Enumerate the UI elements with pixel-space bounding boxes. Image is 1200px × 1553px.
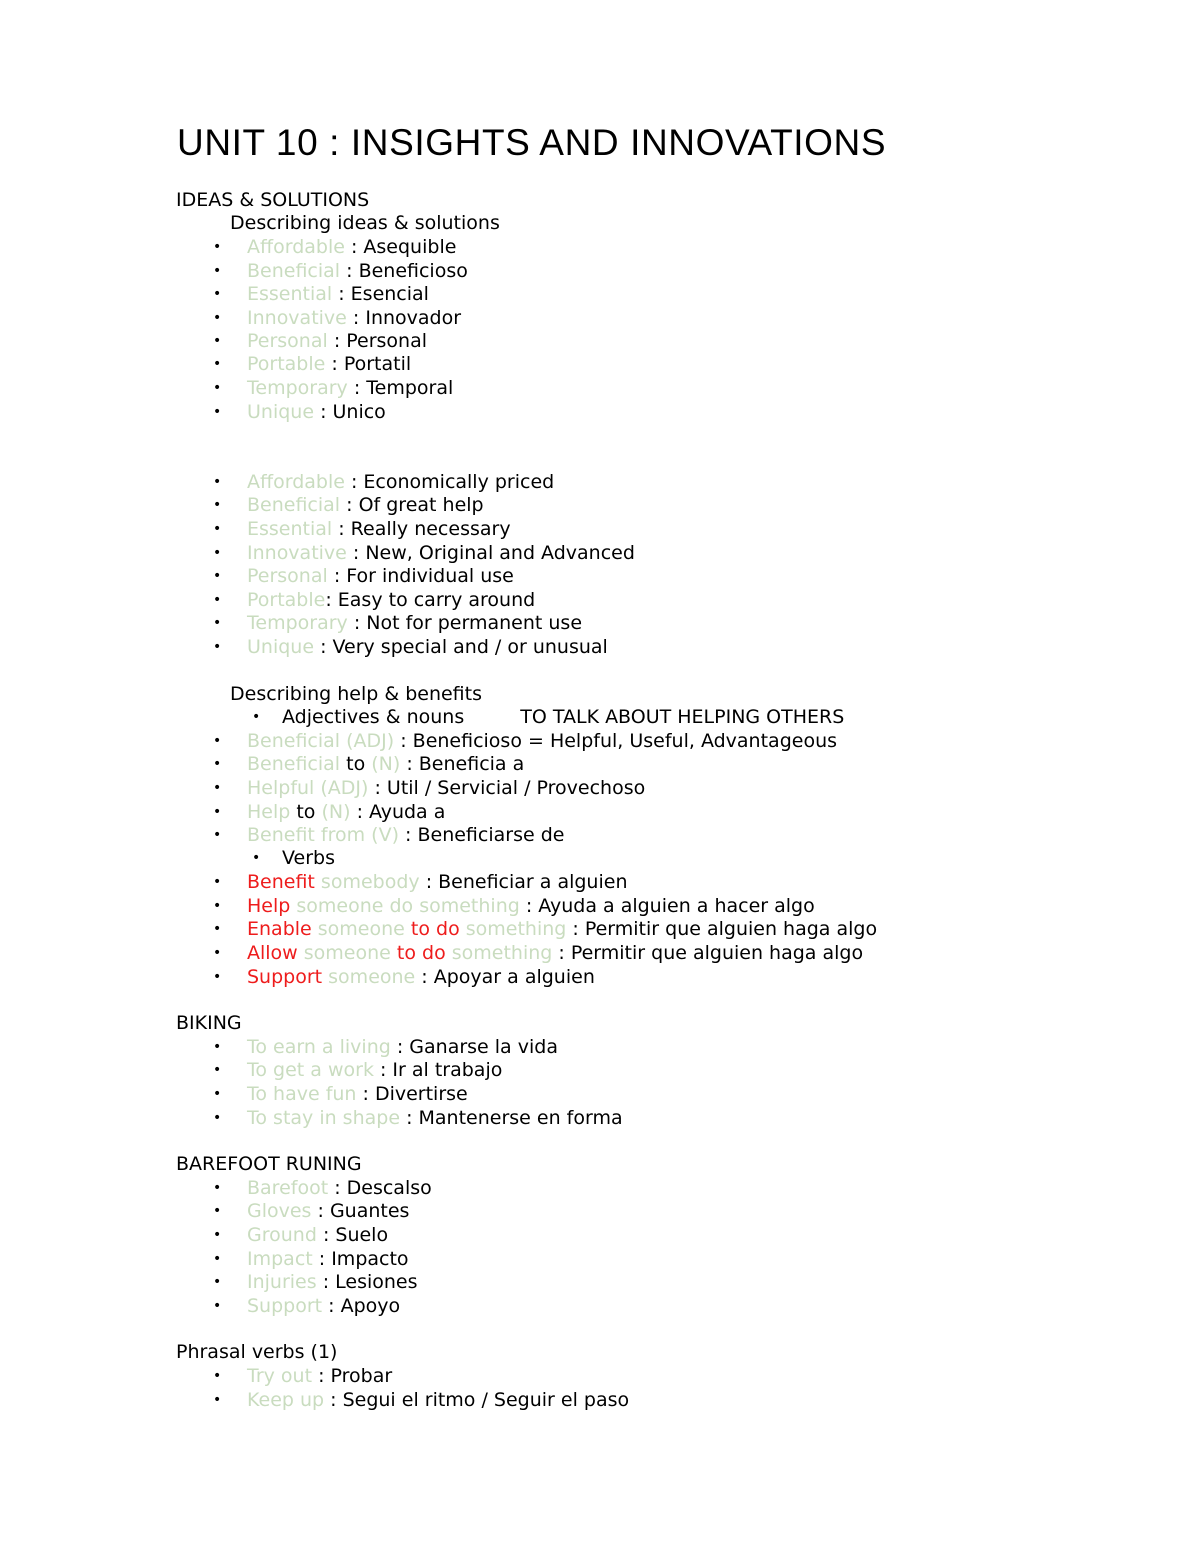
bullet-icon: • bbox=[213, 310, 222, 326]
bullet-icon: • bbox=[213, 1392, 222, 1408]
list-item bbox=[213, 564, 514, 588]
line-text: BIKING bbox=[176, 1012, 242, 1034]
bullet-icon: • bbox=[213, 1062, 222, 1078]
term-text: Essential bbox=[247, 283, 339, 305]
list-item bbox=[213, 1176, 432, 1200]
term-text: Affordable bbox=[247, 236, 351, 258]
term-text: someone do something bbox=[296, 895, 526, 917]
section-heading bbox=[176, 1011, 242, 1035]
list-item bbox=[213, 729, 837, 753]
page-title: UNIT 10 : INSIGHTS AND INNOVATIONS bbox=[177, 122, 887, 163]
line-text: : Permitir que alguien haga algo bbox=[558, 942, 864, 964]
bullet-icon: • bbox=[213, 1298, 222, 1314]
line-text: Describing ideas & solutions bbox=[230, 212, 500, 234]
term-text: someone bbox=[303, 942, 397, 964]
subsection-heading bbox=[230, 682, 482, 706]
line-text: : Beneficioso bbox=[346, 260, 468, 282]
line-text: Adjectives & nouns bbox=[282, 706, 465, 728]
bullet-icon: • bbox=[213, 898, 222, 914]
section-heading bbox=[176, 1152, 362, 1176]
bullet-icon: • bbox=[213, 827, 222, 843]
verb-text: to do bbox=[396, 942, 452, 964]
line-text: : Easy to carry around bbox=[325, 589, 536, 611]
sublist-item bbox=[252, 846, 335, 870]
term-text: Benefit from (V) bbox=[247, 824, 406, 846]
list-item bbox=[213, 259, 468, 283]
term-text: Help bbox=[247, 801, 297, 823]
list-item bbox=[213, 282, 429, 306]
bullet-icon: • bbox=[213, 615, 222, 631]
line-text: Phrasal verbs (1) bbox=[176, 1341, 338, 1363]
line-text: : Beneficia a bbox=[406, 753, 525, 775]
term-text: (N) bbox=[321, 801, 357, 823]
list-item bbox=[213, 329, 427, 353]
term-text: Helpful (ADJ) bbox=[247, 777, 375, 799]
bullet-icon: • bbox=[213, 545, 222, 561]
line-text: : Beneficiar a alguien bbox=[425, 871, 628, 893]
term-text: Portable bbox=[247, 589, 326, 611]
list-item bbox=[213, 235, 456, 259]
line-text: : Economically priced bbox=[350, 471, 555, 493]
bullet-icon: • bbox=[213, 521, 222, 537]
bullet-icon: • bbox=[213, 780, 222, 796]
list-item bbox=[213, 1364, 392, 1388]
term-text: Ground bbox=[247, 1224, 323, 1246]
list-item bbox=[213, 1082, 468, 1106]
term-text: Try out bbox=[247, 1365, 319, 1387]
line-text: : Of great help bbox=[346, 494, 484, 516]
bullet-icon: • bbox=[213, 756, 222, 772]
term-text: something bbox=[451, 942, 559, 964]
term-text: Unique bbox=[247, 401, 321, 423]
line-text: : Lesiones bbox=[322, 1271, 418, 1293]
line-text: : Descalso bbox=[334, 1177, 432, 1199]
line-text: : Apoyo bbox=[328, 1295, 401, 1317]
list-item bbox=[213, 917, 877, 941]
term-text: To stay in shape bbox=[247, 1107, 407, 1129]
list-item bbox=[213, 1106, 623, 1130]
verb-text: Help bbox=[247, 895, 297, 917]
term-text: To have fun bbox=[247, 1083, 363, 1105]
bullet-icon: • bbox=[213, 356, 222, 372]
line-text: : Util / Servicial / Provechoso bbox=[374, 777, 646, 799]
list-item bbox=[213, 1247, 409, 1271]
term-text: Beneficial bbox=[247, 753, 347, 775]
line-text: BAREFOOT RUNING bbox=[176, 1153, 362, 1175]
line-text: : Segui el ritmo / Seguir el paso bbox=[330, 1389, 630, 1411]
list-item bbox=[213, 1223, 388, 1247]
line-text: : Permitir que alguien haga algo bbox=[572, 918, 878, 940]
line-text: : Guantes bbox=[317, 1200, 410, 1222]
term-text: Beneficial (ADJ) bbox=[247, 730, 401, 752]
list-item bbox=[213, 1388, 629, 1412]
bullet-icon: • bbox=[213, 474, 222, 490]
sublist-item bbox=[252, 705, 844, 729]
line-text: : Beneficiarse de bbox=[405, 824, 565, 846]
term-text: Temporary bbox=[247, 377, 354, 399]
bullet-icon: • bbox=[252, 709, 261, 725]
line-text: : Esencial bbox=[338, 283, 429, 305]
line-text: : Personal bbox=[333, 330, 428, 352]
line-text: TO TALK ABOUT HELPING OTHERS bbox=[520, 706, 845, 728]
list-item bbox=[213, 1199, 409, 1223]
term-text: something bbox=[465, 918, 573, 940]
line-text: : Mantenerse en forma bbox=[406, 1107, 623, 1129]
term-text: Support bbox=[247, 1295, 329, 1317]
verb-text: to do bbox=[410, 918, 466, 940]
term-text: Innovative bbox=[247, 307, 353, 329]
list-item bbox=[213, 752, 524, 776]
term-text: Beneficial bbox=[247, 494, 347, 516]
list-item bbox=[213, 352, 411, 376]
line-text: to bbox=[346, 753, 372, 775]
bullet-icon: • bbox=[213, 286, 222, 302]
line-text: : Unico bbox=[320, 401, 386, 423]
line-text: : Not for permanent use bbox=[353, 612, 583, 634]
list-item bbox=[213, 611, 582, 635]
term-text: To get a work bbox=[247, 1059, 380, 1081]
list-item bbox=[213, 376, 453, 400]
line-text: : Ir al trabajo bbox=[379, 1059, 503, 1081]
term-text: Essential bbox=[247, 518, 339, 540]
term-text: (N) bbox=[371, 753, 407, 775]
term-text: Personal bbox=[247, 565, 334, 587]
term-text: Personal bbox=[247, 330, 334, 352]
line-text: : Apoyar a alguien bbox=[421, 966, 595, 988]
list-item bbox=[213, 870, 628, 894]
line-text: : Ayuda a bbox=[356, 801, 446, 823]
bullet-icon: • bbox=[213, 945, 222, 961]
list-item bbox=[213, 965, 595, 989]
term-text: To earn a living bbox=[247, 1036, 397, 1058]
bullet-icon: • bbox=[213, 639, 222, 655]
term-text: somebody bbox=[320, 871, 426, 893]
verb-text: Allow bbox=[247, 942, 304, 964]
list-item bbox=[213, 588, 535, 612]
bullet-icon: • bbox=[213, 497, 222, 513]
verb-text: Benefit bbox=[247, 871, 321, 893]
bullet-icon: • bbox=[213, 592, 222, 608]
line-text: : For individual use bbox=[333, 565, 514, 587]
list-item bbox=[213, 635, 608, 659]
list-item bbox=[213, 517, 511, 541]
list-item bbox=[213, 306, 461, 330]
bullet-icon: • bbox=[213, 1180, 222, 1196]
line-text: : Really necessary bbox=[338, 518, 511, 540]
line-text: : Asequible bbox=[350, 236, 457, 258]
bullet-icon: • bbox=[213, 1110, 222, 1126]
term-text: Temporary bbox=[247, 612, 354, 634]
line-text: : Beneficioso = Helpful, Useful, Advantageous bbox=[400, 730, 838, 752]
list-item bbox=[213, 800, 445, 824]
bullet-icon: • bbox=[213, 380, 222, 396]
bullet-icon: • bbox=[213, 969, 222, 985]
term-text: Portable bbox=[247, 353, 332, 375]
term-text: Unique bbox=[247, 636, 321, 658]
bullet-icon: • bbox=[213, 1368, 222, 1384]
list-item bbox=[213, 470, 554, 494]
line-text: Describing help & benefits bbox=[230, 683, 483, 705]
bullet-icon: • bbox=[213, 1203, 222, 1219]
bullet-icon: • bbox=[213, 874, 222, 890]
line-text: IDEAS & SOLUTIONS bbox=[176, 189, 370, 211]
term-text: someone bbox=[328, 966, 422, 988]
list-item bbox=[213, 894, 815, 918]
list-item bbox=[213, 493, 484, 517]
section-heading bbox=[176, 1340, 337, 1364]
term-text: someone bbox=[317, 918, 411, 940]
term-text: Innovative bbox=[247, 542, 353, 564]
term-text: Affordable bbox=[247, 471, 351, 493]
bullet-icon: • bbox=[213, 568, 222, 584]
line-text: Verbs bbox=[282, 847, 335, 869]
verb-text: Support bbox=[247, 966, 329, 988]
term-text: Barefoot bbox=[247, 1177, 335, 1199]
line-text: : Ayuda a alguien a hacer algo bbox=[525, 895, 815, 917]
line-text: : Temporal bbox=[353, 377, 454, 399]
bullet-icon: • bbox=[213, 1227, 222, 1243]
term-text: Keep up bbox=[247, 1389, 331, 1411]
list-item bbox=[213, 1058, 502, 1082]
bullet-icon: • bbox=[213, 804, 222, 820]
list-item bbox=[213, 400, 386, 424]
line-text: : Innovador bbox=[352, 307, 462, 329]
bullet-icon: • bbox=[213, 239, 222, 255]
line-text: : Probar bbox=[318, 1365, 393, 1387]
list-item bbox=[213, 941, 863, 965]
list-item bbox=[213, 541, 635, 565]
bullet-icon: • bbox=[213, 1251, 222, 1267]
list-item bbox=[213, 776, 645, 800]
line-text: : Very special and / or unusual bbox=[320, 636, 608, 658]
term-text: Gloves bbox=[247, 1200, 318, 1222]
verb-text: Enable bbox=[247, 918, 318, 940]
line-text: : Suelo bbox=[322, 1224, 389, 1246]
list-item bbox=[213, 1270, 418, 1294]
list-item bbox=[213, 1035, 558, 1059]
term-text: Impact bbox=[247, 1248, 319, 1270]
section-heading bbox=[176, 188, 369, 212]
term-text: Injuries bbox=[247, 1271, 323, 1293]
bullet-icon: • bbox=[213, 333, 222, 349]
bullet-icon: • bbox=[213, 733, 222, 749]
bullet-icon: • bbox=[213, 1274, 222, 1290]
line-text: : Ganarse la vida bbox=[396, 1036, 558, 1058]
list-item bbox=[213, 823, 564, 847]
bullet-icon: • bbox=[213, 404, 222, 420]
bullet-icon: • bbox=[213, 1086, 222, 1102]
subsection-heading bbox=[230, 211, 500, 235]
bullet-icon: • bbox=[213, 263, 222, 279]
line-text: : Portatil bbox=[331, 353, 412, 375]
line-text: to bbox=[296, 801, 322, 823]
line-text: : New, Original and Advanced bbox=[352, 542, 635, 564]
line-text: : Divertirse bbox=[362, 1083, 468, 1105]
list-item bbox=[213, 1294, 400, 1318]
term-text: Beneficial bbox=[247, 260, 347, 282]
bullet-icon: • bbox=[213, 921, 222, 937]
bullet-icon: • bbox=[213, 1039, 222, 1055]
line-text: : Impacto bbox=[318, 1248, 409, 1270]
bullet-icon: • bbox=[252, 850, 261, 866]
